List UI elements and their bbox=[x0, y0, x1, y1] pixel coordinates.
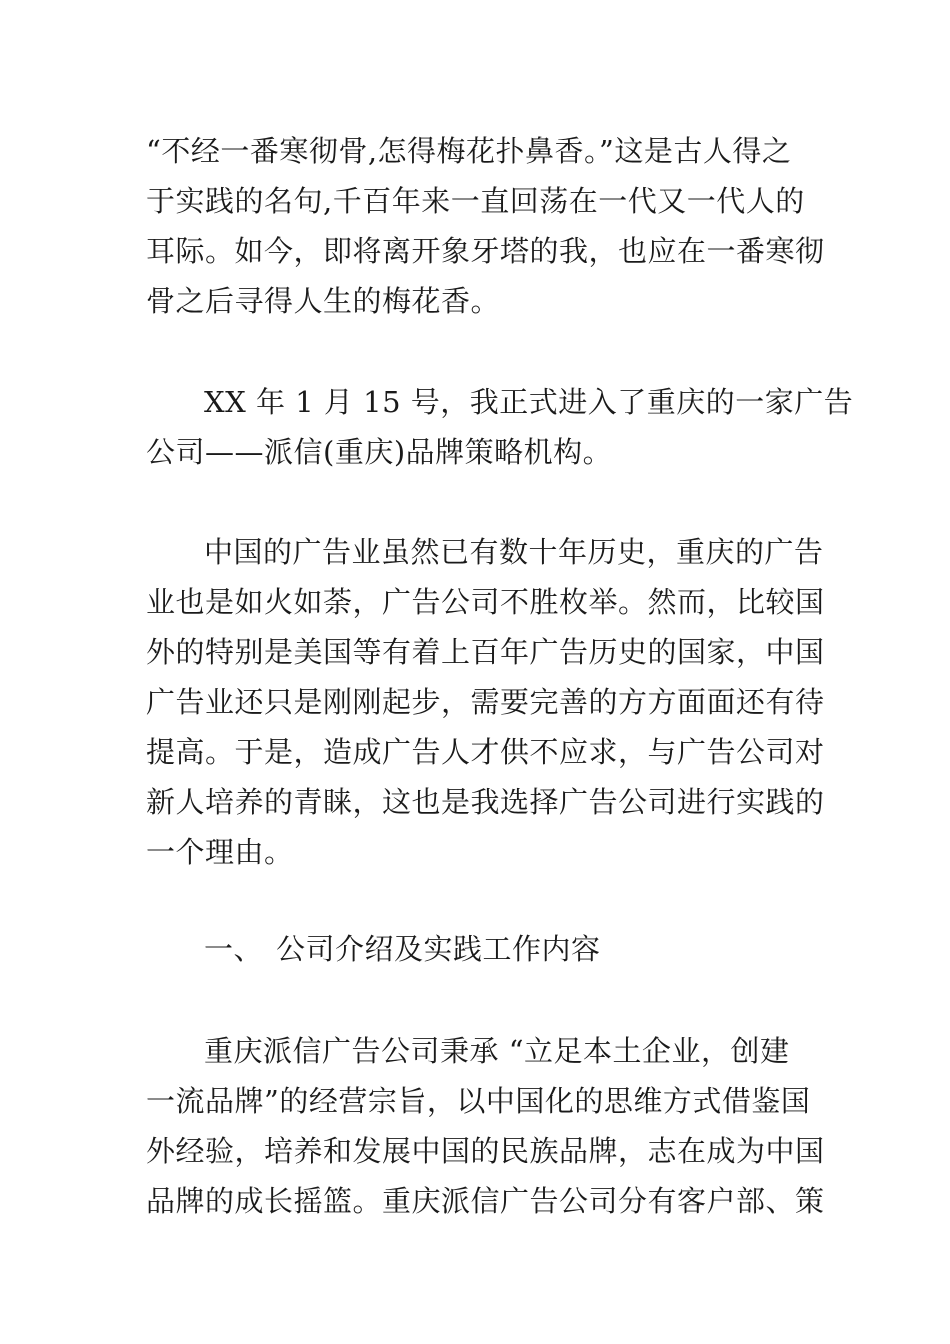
paragraph-company-intro bbox=[146, 1026, 825, 1226]
section-heading-line bbox=[146, 924, 806, 974]
text-line: “不经一番寒彻骨,怎得梅花扑鼻香。”这是古人得之 bbox=[146, 134, 792, 168]
section-heading-title: 公司介绍及实践工作内容 bbox=[276, 932, 601, 966]
section-heading-number: 一、 bbox=[204, 932, 264, 966]
text-line: 广告业还只是刚刚起步，需要完善的方方面面还有待 bbox=[146, 685, 825, 719]
paragraph-industry-background bbox=[146, 527, 825, 877]
text-line: 耳际。如今，即将离开象牙塔的我，也应在一番寒彻 bbox=[146, 234, 825, 268]
text-line: 外的特别是美国等有着上百年广告历史的国家，中国 bbox=[146, 635, 825, 669]
text-line: 于实践的名句,千百年来一直回荡在一代又一代人的 bbox=[146, 184, 805, 218]
text-line: 骨之后寻得人生的梅花香。 bbox=[146, 284, 501, 318]
text-line: 中国的广告业虽然已有数十年历史，重庆的广告 bbox=[204, 535, 824, 569]
text-line: XX 年 1 月 15 号，我正式进入了重庆的一家广告 bbox=[204, 385, 854, 419]
paragraph-intro-quote bbox=[146, 126, 825, 326]
text-line: 品牌的成长摇篮。重庆派信广告公司分有客户部、策 bbox=[146, 1184, 825, 1218]
text-line: 一流品牌”的经营宗旨，以中国化的思维方式借鉴国 bbox=[146, 1084, 811, 1118]
paragraph-company-entry bbox=[146, 377, 854, 477]
text-line: 业也是如火如荼，广告公司不胜枚举。然而，比较国 bbox=[146, 585, 825, 619]
section-heading bbox=[146, 924, 806, 974]
text-line: 提高。于是，造成广告人才供不应求，与广告公司对 bbox=[146, 735, 825, 769]
text-line: 公司——派信(重庆)品牌策略机构。 bbox=[146, 435, 613, 469]
text-line: 一个理由。 bbox=[146, 835, 294, 869]
text-line: 新人培养的青睐，这也是我选择广告公司进行实践的 bbox=[146, 785, 825, 819]
text-line: 外经验，培养和发展中国的民族品牌，志在成为中国 bbox=[146, 1134, 825, 1168]
text-line: 重庆派信广告公司秉承 “立足本土企业，创建 bbox=[204, 1034, 790, 1068]
